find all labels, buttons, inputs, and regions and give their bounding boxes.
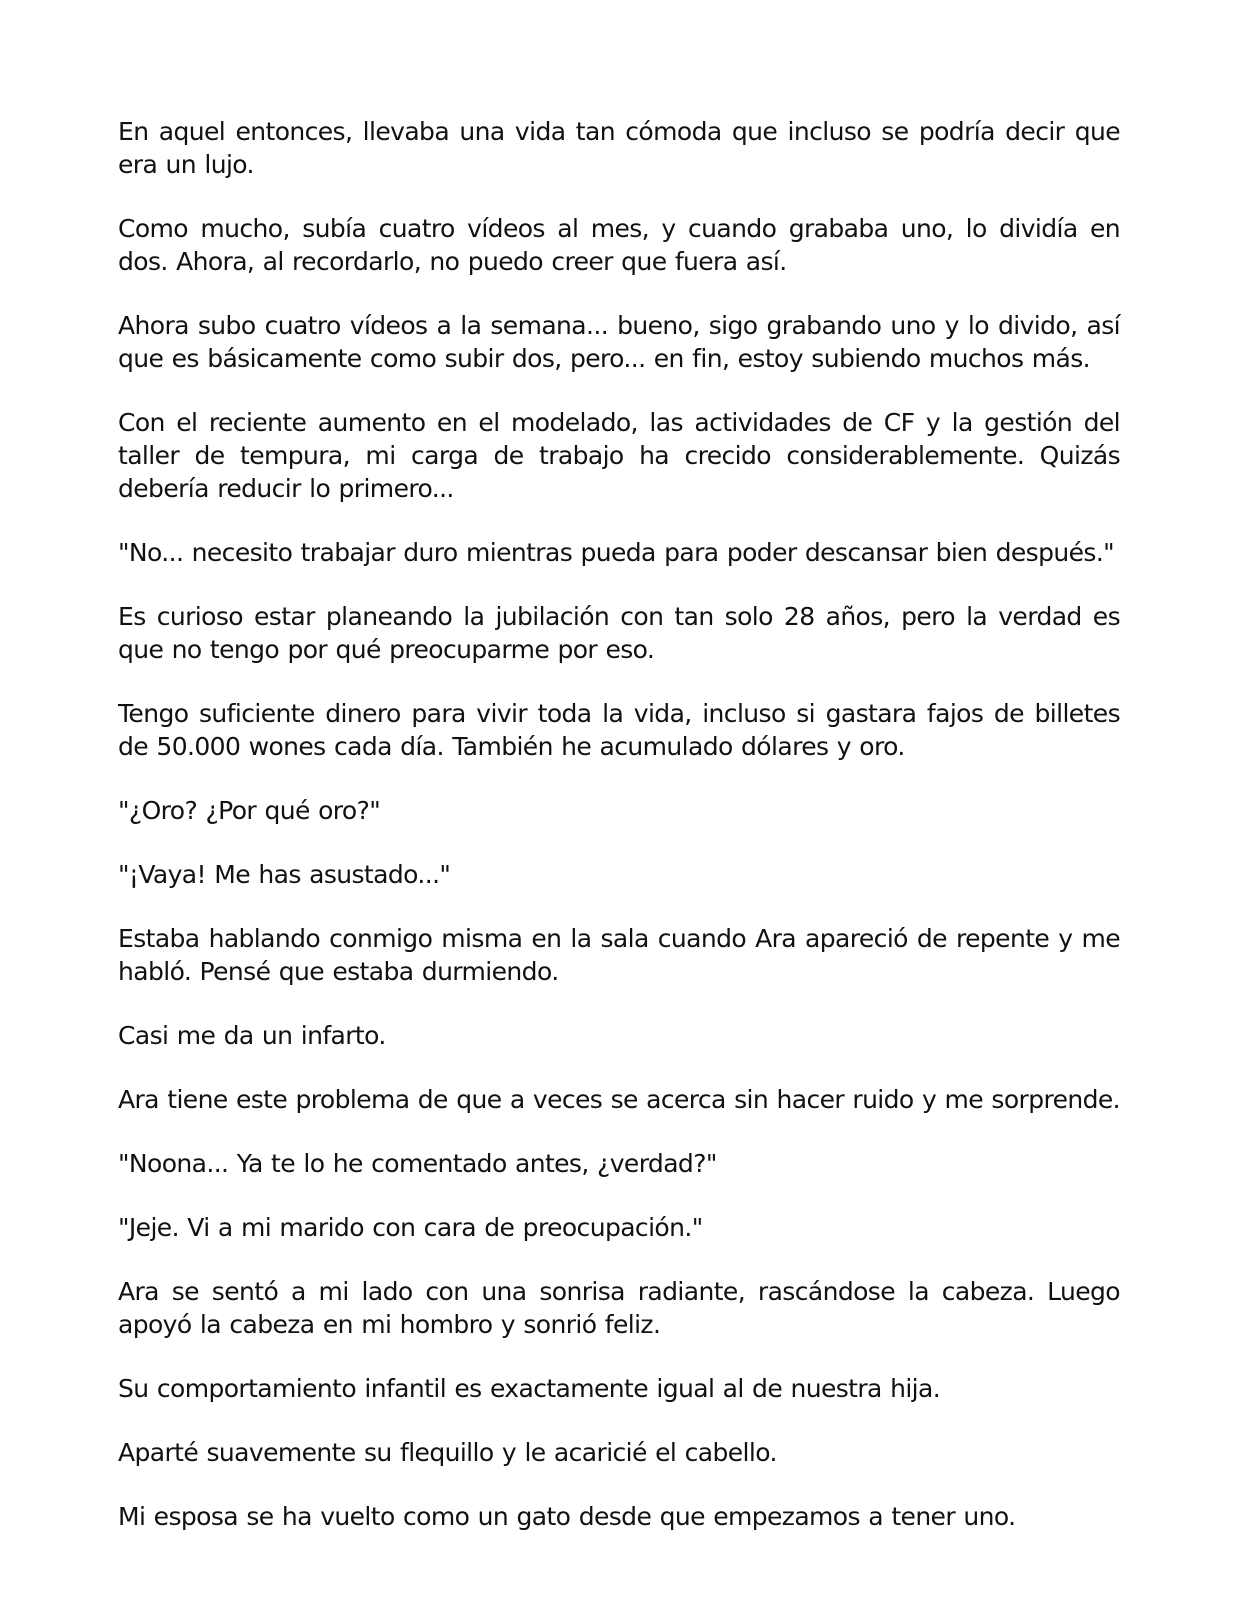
paragraph: Tengo suficiente dinero para vivir toda la vida, incluso si gastara fajos de billetes de 50.000 wones cada día. También he acumulado dólares y oro. <box>118 699 1120 761</box>
paragraph: Es curioso estar planeando la jubilación con tan solo 28 años, pero la verdad es que no tengo por qué preocuparme por eso. <box>118 602 1120 664</box>
paragraph: Casi me da un infarto. <box>118 1021 386 1050</box>
paragraph: Ara se sentó a mi lado con una sonrisa radiante, rascándose la cabeza. Luego apoyó la cabeza en mi hombro y sonrió feliz. <box>118 1277 1120 1339</box>
paragraph: "No... necesito trabajar duro mientras pueda para poder descansar bien después." <box>118 538 1115 567</box>
document-page <box>118 115 1120 1564</box>
paragraph: En aquel entonces, llevaba una vida tan cómoda que incluso se podría decir que era un lujo. <box>118 117 1120 179</box>
paragraph: "¿Oro? ¿Por qué oro?" <box>118 796 381 825</box>
paragraph: Ahora subo cuatro vídeos a la semana... bueno, sigo grabando uno y lo divido, así que es básicamente como subir dos, pero... en fin, estoy subiendo muchos más. <box>118 311 1120 373</box>
paragraph: "Noona... Ya te lo he comentado antes, ¿verdad?" <box>118 1149 717 1178</box>
paragraph: Mi esposa se ha vuelto como un gato desde que empezamos a tener uno. <box>118 1502 1016 1531</box>
paragraph: Con el reciente aumento en el modelado, las actividades de CF y la gestión del taller de tempura, mi carga de trabajo ha crecido considerablemente. Quizás debería reducir lo primero... <box>118 408 1120 503</box>
paragraph: "Jeje. Vi a mi marido con cara de preocupación." <box>118 1213 703 1242</box>
paragraph: Como mucho, subía cuatro vídeos al mes, y cuando grababa uno, lo dividía en dos. Ahora, al recordarlo, no puedo creer que fuera así. <box>118 214 1120 276</box>
paragraph: Su comportamiento infantil es exactamente igual al de nuestra hija. <box>118 1374 941 1403</box>
paragraph: Ara tiene este problema de que a veces se acerca sin hacer ruido y me sorprende. <box>118 1085 1121 1114</box>
paragraph: "¡Vaya! Me has asustado..." <box>118 860 451 889</box>
paragraph: Estaba hablando conmigo misma en la sala cuando Ara apareció de repente y me habló. Pensé que estaba durmiendo. <box>118 924 1120 986</box>
paragraph: Aparté suavemente su flequillo y le acaricié el cabello. <box>118 1438 777 1467</box>
